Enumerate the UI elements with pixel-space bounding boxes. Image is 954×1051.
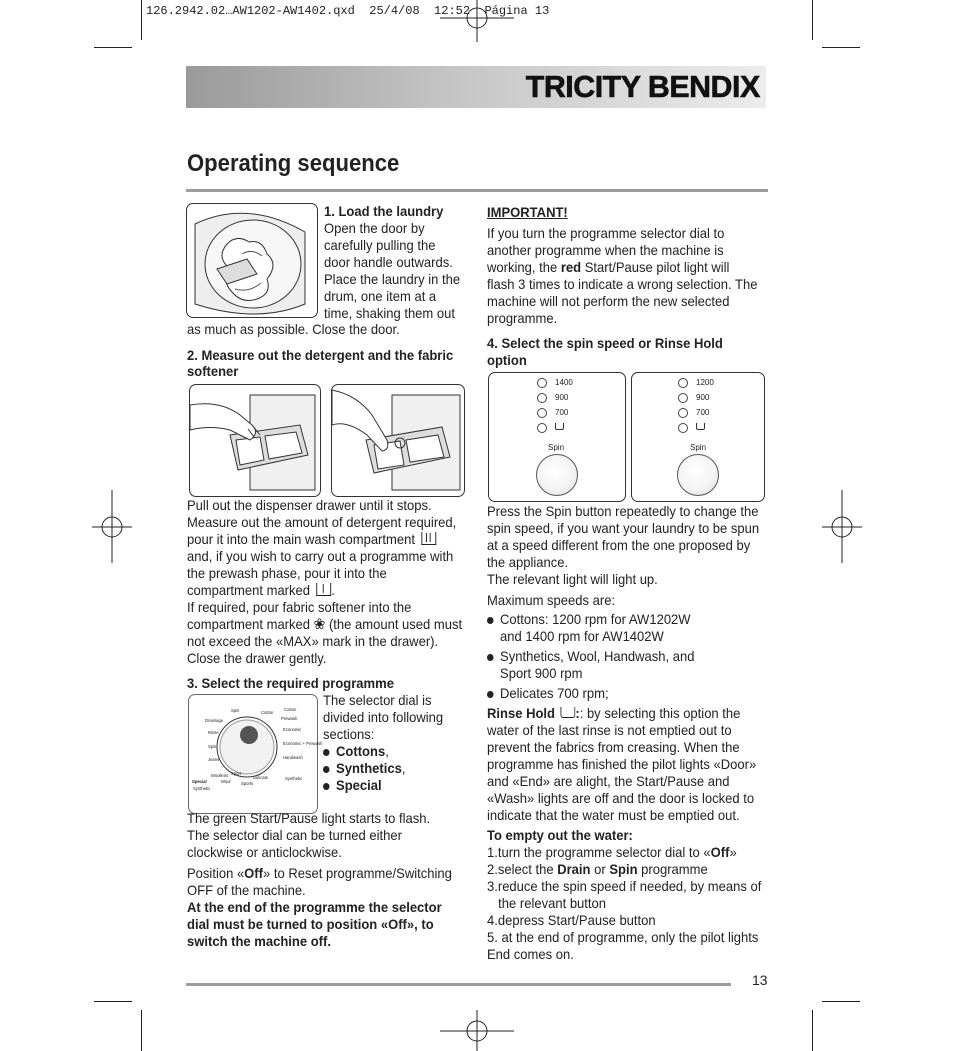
- text-line: 3.reduce the spin speed if needed, by means of: [487, 878, 762, 894]
- step1-text-end: as much as possible. Close the door.: [187, 321, 400, 337]
- speed-led: 900: [537, 390, 573, 405]
- text-line: and «End» are alight, the Start/Pause and: [487, 773, 730, 789]
- bullet-icon: [323, 766, 330, 773]
- rinse-hold-icon: [555, 423, 564, 430]
- text-line: flash 3 times to indicate a wrong selection. The: [487, 276, 758, 292]
- step3-text: [323, 692, 452, 794]
- dial-label: Sports: [241, 781, 254, 786]
- text-line: the relevant button: [498, 895, 607, 911]
- brand-logo: TRICITY BENDIX: [526, 69, 760, 104]
- bullet-icon: [487, 617, 494, 624]
- text-line: machine will not perform the new selected: [487, 293, 730, 309]
- dial-label: Prewash: [281, 716, 298, 721]
- text-line: programme.: [487, 310, 558, 326]
- footer-rule: [186, 983, 731, 986]
- dial-label: Synthetic: [193, 786, 211, 791]
- text-line: the prewash phase, pour it into the: [187, 565, 387, 581]
- dial-label: Synthetic: [285, 776, 303, 781]
- page-title: Operating sequence: [187, 150, 400, 177]
- speed-led: 1400: [537, 375, 573, 390]
- dial-label: Jeans: [208, 757, 220, 762]
- rinse-hold-icon: [696, 423, 705, 430]
- text-line: At the end of the programme the selector: [187, 899, 442, 915]
- text-line: switch the machine off.: [187, 933, 331, 949]
- step4-heading-line2: option: [487, 352, 527, 368]
- important-heading: IMPORTANT!: [487, 204, 568, 220]
- text-line: The selector dial can be turned either: [187, 827, 402, 843]
- list-item: Synthetics,: [323, 760, 443, 777]
- bullet-icon: [323, 749, 330, 756]
- spin-text: [487, 503, 780, 588]
- text-line: the appliance.: [487, 554, 569, 570]
- rinse-hold-led: [678, 420, 714, 435]
- dial-label: Special: [192, 779, 207, 784]
- spin-panel-aw1402: [488, 372, 626, 502]
- dial-label: Economic + Prewash: [283, 741, 323, 746]
- step2-text: [187, 497, 483, 667]
- dial-label: Handwash: [283, 755, 303, 760]
- text-line: water of the last rinse is not emptied out to: [487, 722, 732, 738]
- text-line: Sport 900 rpm: [500, 665, 583, 681]
- bullet-icon: [487, 654, 494, 661]
- step2-heading-line1: 2. Measure out the detergent and the fabric: [187, 347, 454, 363]
- step1-text: [324, 220, 470, 322]
- text-line: prevent the fabrics from creasing. When the: [487, 739, 740, 755]
- bullet-icon: [323, 783, 330, 790]
- speed-led: 1200: [678, 375, 714, 390]
- text-line: and 1400 rpm for AW1402W: [500, 628, 664, 644]
- dial-label: Drain/age: [205, 718, 224, 723]
- softener-flower-icon: ❀: [313, 616, 326, 633]
- text-line: spin speed, if you want your laundry to be spun: [487, 520, 760, 536]
- text-line: another programme when the machine is: [487, 242, 724, 258]
- rinse-hold-icon: [560, 707, 575, 718]
- text-line: «Wash» lights are off and the door is locked to: [487, 790, 755, 806]
- selector-dial-illustration: [188, 694, 323, 814]
- title-rule: [186, 189, 768, 192]
- spin-label: Spin: [548, 443, 565, 452]
- load-laundry-illustration: [186, 203, 318, 318]
- rinse-hold-led: [537, 420, 573, 435]
- text-line: The green Start/Pause light starts to flash.: [187, 810, 431, 826]
- text-line: Place the laundry in the: [324, 271, 461, 287]
- text-line: compartment marked .: [187, 582, 335, 598]
- text-line: sections:: [323, 726, 375, 742]
- text-line: clockwise or anticlockwise.: [187, 844, 342, 860]
- step3-heading: 3. Select the required programme: [187, 675, 394, 691]
- main-wash-compartment-icon: [421, 532, 436, 545]
- text-line: 1.turn the programme selector dial to «Off»: [487, 844, 737, 860]
- text-line: The relevant light will light up.: [487, 571, 658, 587]
- text-line: and, if you wish to carry out a programme with: [187, 548, 454, 564]
- spin-button[interactable]: [536, 454, 578, 496]
- text-line: programme has finished the pilot lights «Door»: [487, 756, 757, 772]
- dial-label: Wool: [221, 779, 231, 784]
- bullet-icon: [487, 691, 494, 698]
- text-line: not exceed the «MAX» mark in the drawer).: [187, 633, 439, 649]
- text-line: divided into following: [323, 709, 444, 725]
- text-line: door handle outwards.: [324, 254, 453, 270]
- text-line: Pull out the dispenser drawer until it stops.: [187, 497, 432, 513]
- step1-heading: 1. Load the laundry: [324, 203, 444, 219]
- list-item: Synthetics, Wool, Handwash, and: [487, 648, 694, 665]
- list-item: Delicates 700 rpm;: [487, 685, 694, 702]
- text-line: Rinse Hold :: by selecting this option the: [487, 705, 741, 721]
- dial-label: Delicate: [253, 775, 269, 780]
- spin-panel-aw1202: [631, 372, 765, 502]
- text-line: Open the door by: [324, 220, 425, 236]
- speed-led: 900: [678, 390, 714, 405]
- text-line: carefully pulling the: [324, 237, 436, 253]
- speed-led: 700: [537, 405, 573, 420]
- drawer-illustration-softener: [331, 384, 465, 497]
- text-line: 4.depress Start/Pause button: [487, 912, 656, 928]
- list-item: Cottons,: [323, 743, 443, 760]
- dial-label: Rinse: [208, 730, 219, 735]
- text-line: 2.select the Drain or Spin programme: [487, 861, 708, 877]
- text-line: Press the Spin button repeatedly to change the: [487, 503, 759, 519]
- text-line: If required, pour fabric softener into the: [187, 599, 412, 615]
- dial-label: Sport: [231, 771, 242, 776]
- dial-label: Woollens: [211, 773, 229, 778]
- rinse-hold-text: [487, 705, 777, 824]
- file-slug: 126.2942.02…AW1202-AW1402.qxd 25/4/08 12:52 Página 13: [146, 4, 550, 18]
- brand-banner: [186, 66, 766, 108]
- drawer-illustration-detergent: [189, 384, 321, 497]
- text-line: Measure out the amount of detergent required,: [187, 514, 457, 530]
- dial-label: Spin: [231, 708, 240, 713]
- list-item: Cottons: 1200 rpm for AW1202W: [487, 611, 694, 628]
- speed-led-list: [537, 375, 573, 435]
- step2-heading-line2: softener: [187, 363, 239, 379]
- spin-label: Spin: [690, 443, 707, 452]
- text-line: pour it into the main wash compartment: [187, 531, 462, 548]
- empty-water-heading: To empty out the water:: [487, 827, 633, 843]
- spin-button[interactable]: [677, 454, 719, 496]
- max-speeds-label: Maximum speeds are:: [487, 592, 616, 608]
- prewash-compartment-icon: [316, 583, 331, 596]
- speed-led: 700: [678, 405, 714, 420]
- step4-heading-line1: 4. Select the spin speed or Rinse Hold: [487, 335, 723, 351]
- dial-label: Cotton: [261, 710, 274, 715]
- text-line: The selector dial is: [323, 692, 432, 708]
- step3-after-text: [187, 810, 448, 861]
- text-line: If you turn the programme selector dial to: [487, 225, 725, 241]
- empty-water-steps: [487, 844, 782, 963]
- list-item: Special: [323, 777, 443, 794]
- text-line: Close the drawer gently.: [187, 650, 327, 666]
- text-line: Position «Off» to Reset programme/Switching: [187, 865, 452, 881]
- text-line: OFF of the machine.: [187, 882, 306, 898]
- text-line: drum, one item at a: [324, 288, 437, 304]
- text-line: dial must be turned to position «Off», to: [187, 916, 434, 932]
- dial-label: Cotton: [284, 707, 297, 712]
- page-number: 13: [752, 972, 768, 988]
- max-speeds-list: [487, 611, 710, 702]
- dial-label: Economic: [283, 727, 302, 732]
- text-line: at a speed different from the one proposed by: [487, 537, 751, 553]
- text-line: 5. at the end of programme, only the pilot lights: [487, 929, 759, 945]
- text-line: time, shaking them out: [324, 305, 455, 321]
- dial-label: Spin: [208, 744, 217, 749]
- important-text: [487, 225, 778, 327]
- text-line: End comes on.: [487, 946, 574, 962]
- text-line: working, the red Start/Pause pilot light will: [487, 259, 730, 275]
- text-line: compartment marked ❀ (the amount used must: [187, 616, 463, 633]
- position-off-text: [187, 865, 472, 950]
- speed-led-list: [678, 375, 714, 435]
- text-line: indicate that the water must be emptied out.: [487, 807, 740, 823]
